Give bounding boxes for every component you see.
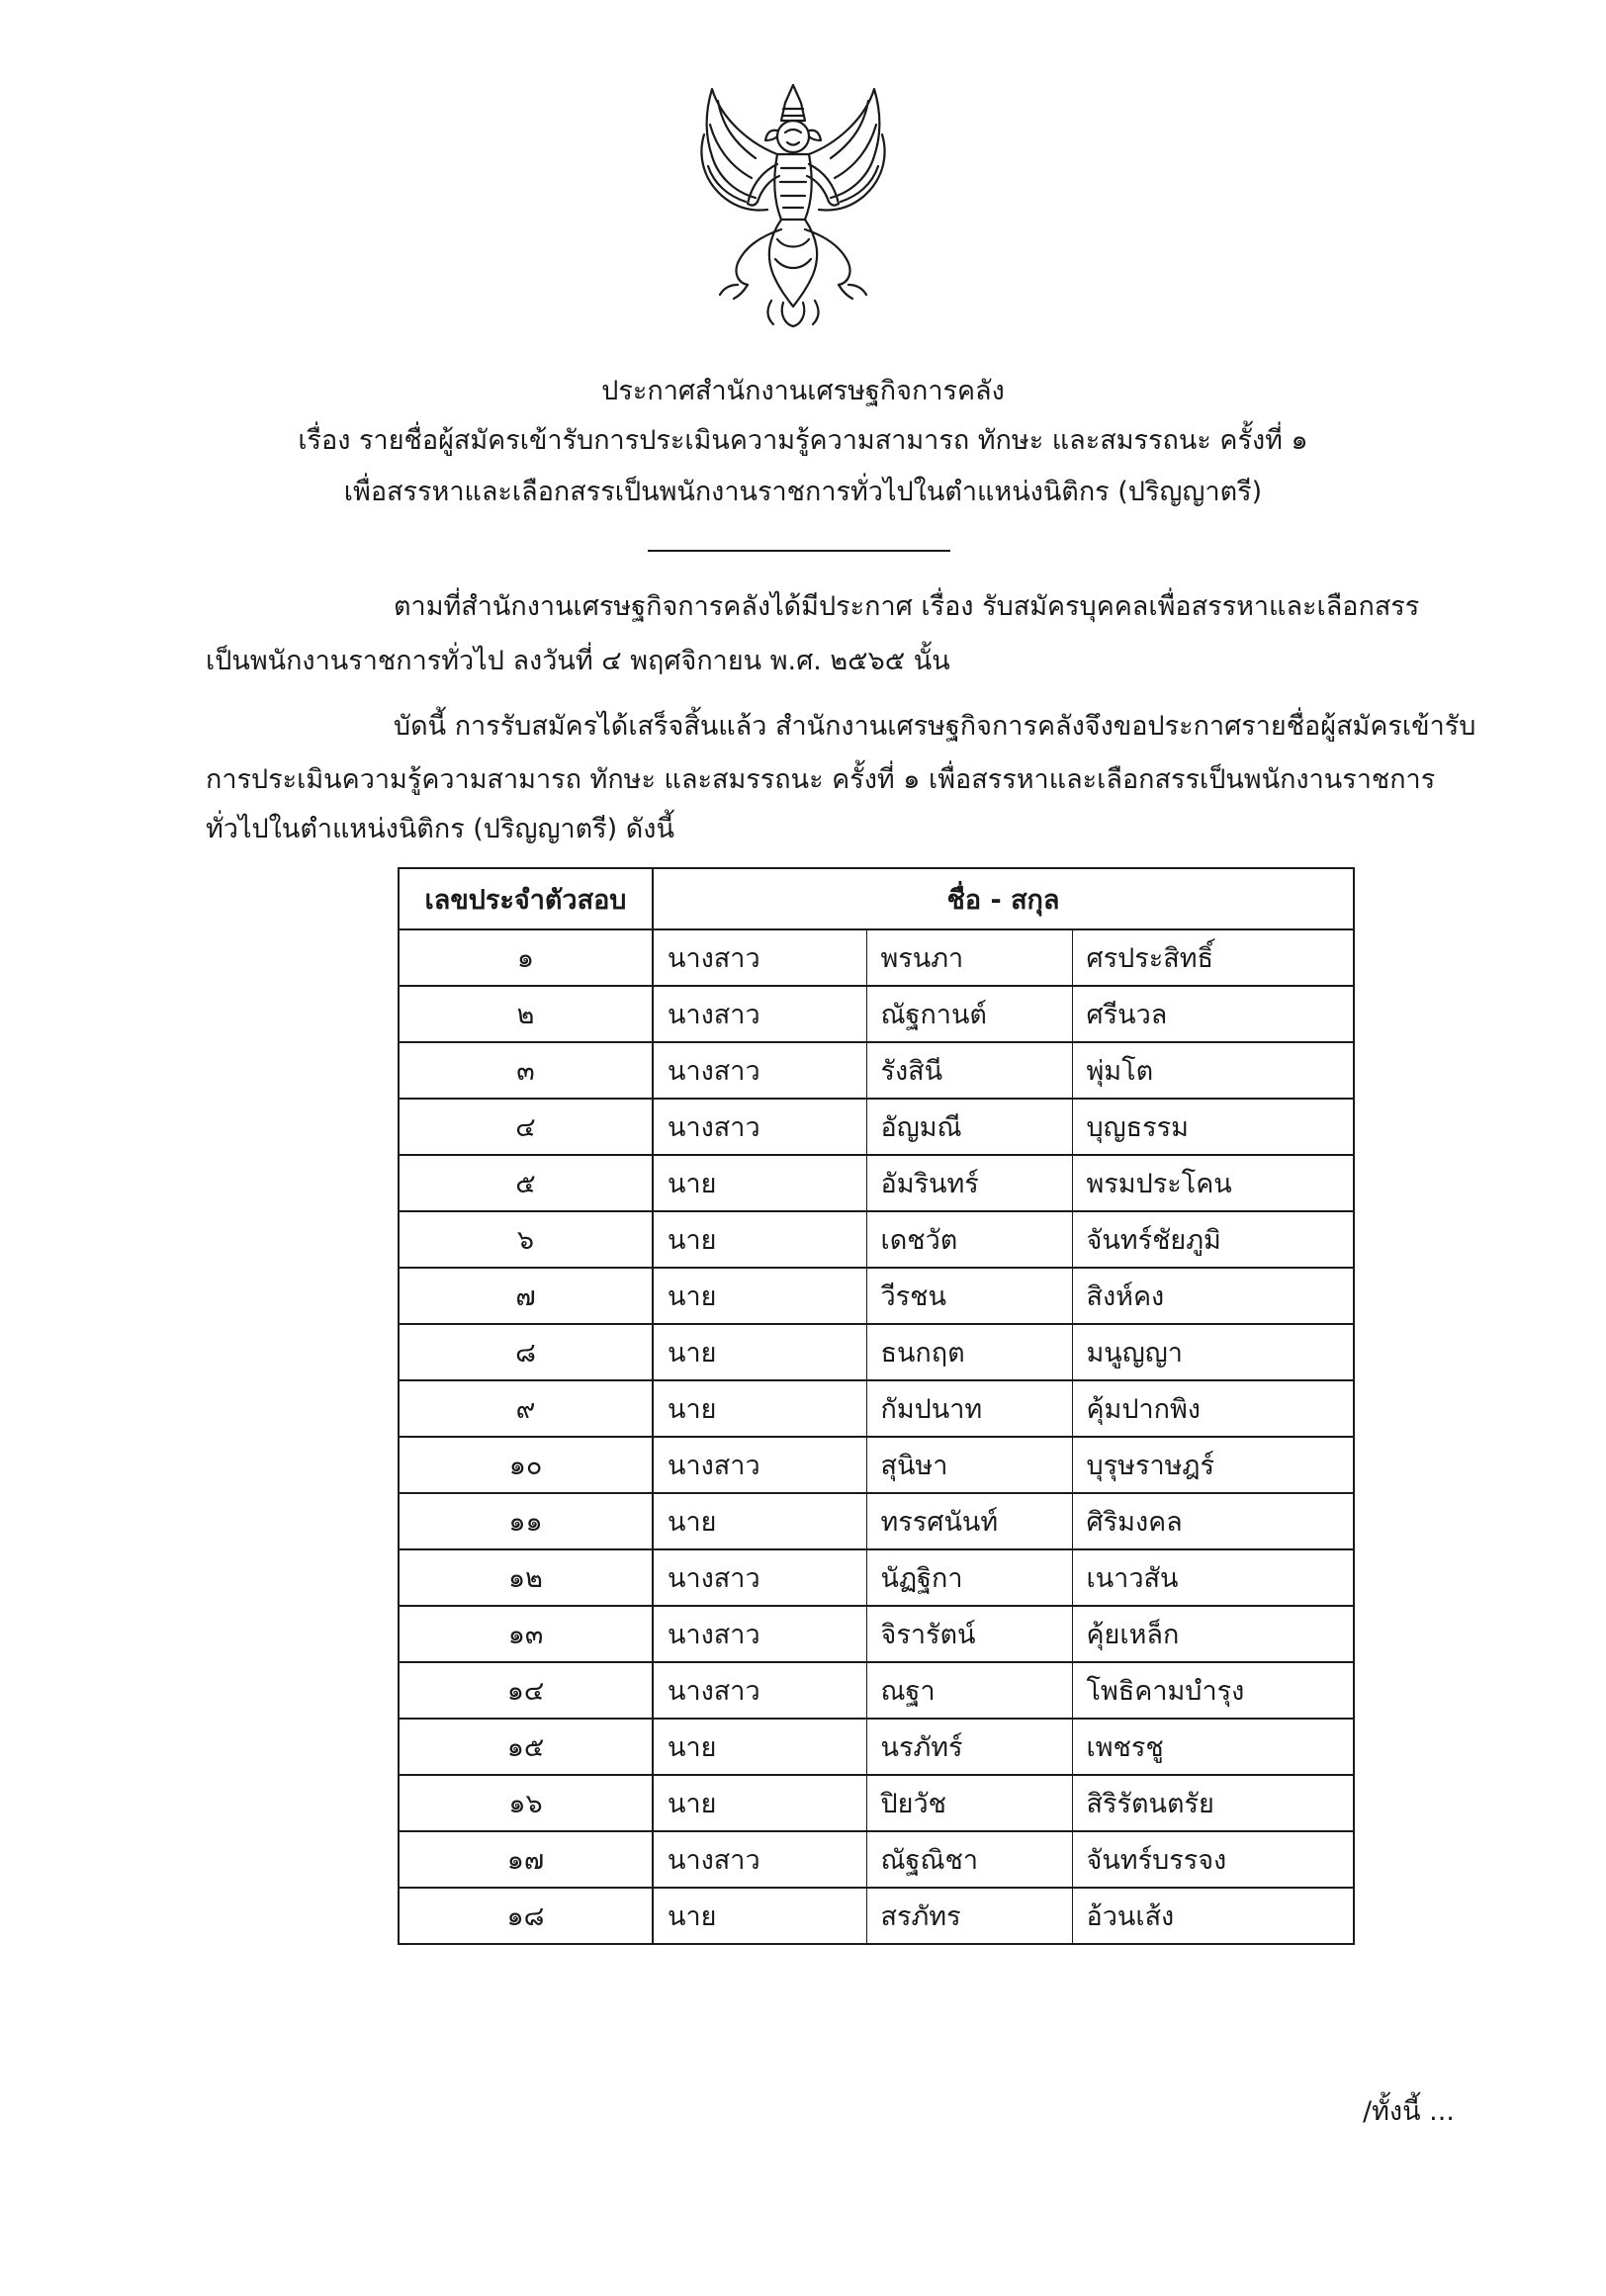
table-row (399, 1831, 1354, 1888)
table-row (399, 1268, 1354, 1324)
last-name: ศรประสิทธิ์ (1072, 929, 1354, 986)
table-row (399, 1437, 1354, 1493)
first-name: วีรชน (866, 1268, 1072, 1324)
table-row (399, 1155, 1354, 1211)
name-prefix: นางสาว (653, 1662, 866, 1719)
last-name: ศรีนวล (1072, 986, 1354, 1042)
exam-id: ๑๔ (399, 1662, 653, 1719)
exam-id: ๖ (399, 1211, 653, 1268)
table-row (399, 1211, 1354, 1268)
last-name: พรมประโคน (1072, 1155, 1354, 1211)
paragraph-2-line-1: บัดนี้ การรับสมัครได้เสร็จสิ้นแล้ว สำนักงานเศรษฐกิจการคลังจึงขอประกาศรายชื่อผู้สมัครเข้ารับ (394, 711, 1476, 742)
name-prefix: นางสาว (653, 1606, 866, 1662)
first-name: สุนิษา (866, 1437, 1072, 1493)
table-row (399, 986, 1354, 1042)
exam-id: ๓ (399, 1042, 653, 1099)
name-prefix: นางสาว (653, 1099, 866, 1155)
exam-id: ๑๓ (399, 1606, 653, 1662)
last-name: พุ่มโต (1072, 1042, 1354, 1099)
table-row (399, 1042, 1354, 1099)
table-row (399, 1719, 1354, 1775)
table-row (399, 1324, 1354, 1380)
first-name: กัมปนาท (866, 1380, 1072, 1437)
header-full-name: ชื่อ - สกุล (653, 868, 1354, 929)
first-name: ณัฐณิชา (866, 1831, 1072, 1888)
announcement-subject-continued: เพื่อสรรหาและเลือกสรรเป็นพนักงานราชการทั่วไปในตำแหน่งนิติกร (ปริญญาตรี) (343, 477, 1263, 507)
exam-id: ๑๘ (399, 1888, 653, 1944)
name-prefix: นางสาว (653, 1042, 866, 1099)
last-name: บุรุษราษฎร์ (1072, 1437, 1354, 1493)
name-prefix: นาย (653, 1211, 866, 1268)
exam-id: ๑๒ (399, 1549, 653, 1606)
last-name: เนาวสัน (1072, 1549, 1354, 1606)
first-name: รังสินี (866, 1042, 1072, 1099)
last-name: เพชรชู (1072, 1719, 1354, 1775)
exam-id: ๒ (399, 986, 653, 1042)
exam-id: ๔ (399, 1099, 653, 1155)
name-prefix: นางสาว (653, 929, 866, 986)
table-row (399, 1888, 1354, 1944)
last-name: สิริรัตนตรัย (1072, 1775, 1354, 1831)
last-name: มนูญญา (1072, 1324, 1354, 1380)
name-prefix: นางสาว (653, 1549, 866, 1606)
exam-id: ๑๖ (399, 1775, 653, 1831)
announcement-subject: เรื่อง รายชื่อผู้สมัครเข้ารับการประเมินความรู้ความสามารถ ทักษะ และสมรรถนะ ครั้งที่ ๑ (298, 425, 1308, 456)
first-name: นัฏฐิกา (866, 1549, 1072, 1606)
table-row (399, 1493, 1354, 1549)
name-prefix: นาย (653, 1719, 866, 1775)
first-name: นรภัทร์ (866, 1719, 1072, 1775)
name-prefix: นาย (653, 1888, 866, 1944)
last-name: อ้วนเส้ง (1072, 1888, 1354, 1944)
garuda-emblem-icon (682, 81, 904, 328)
first-name: พรนภา (866, 929, 1072, 986)
exam-id: ๑๑ (399, 1493, 653, 1549)
first-name: จิรารัตน์ (866, 1606, 1072, 1662)
exam-id: ๙ (399, 1380, 653, 1437)
paragraph-1-line-1: ตามที่สำนักงานเศรษฐกิจการคลังได้มีประกาศ เรื่อง รับสมัครบุคคลเพื่อสรรหาและเลือกสรร (394, 591, 1420, 622)
last-name: บุญธรรม (1072, 1099, 1354, 1155)
name-prefix: นางสาว (653, 1437, 866, 1493)
first-name: สรภัทร (866, 1888, 1072, 1944)
exam-id: ๗ (399, 1268, 653, 1324)
name-prefix: นาย (653, 1155, 866, 1211)
name-prefix: นาย (653, 1493, 866, 1549)
continued-marker: /ทั้งนี้ ... (1363, 2096, 1455, 2127)
exam-id: ๕ (399, 1155, 653, 1211)
name-prefix: นางสาว (653, 1831, 866, 1888)
exam-id: ๘ (399, 1324, 653, 1380)
paragraph-2-line-3: ทั่วไปในตำแหน่งนิติกร (ปริญญาตรี) ดังนี้ (206, 814, 674, 844)
last-name: โพธิคามบำรุง (1072, 1662, 1354, 1719)
table-header-row (399, 868, 1354, 929)
last-name: จันทร์บรรจง (1072, 1831, 1354, 1888)
exam-id: ๑ (399, 929, 653, 986)
header-exam-id: เลขประจำตัวสอบ (399, 868, 653, 929)
first-name: อัญมณี (866, 1099, 1072, 1155)
exam-id: ๑๐ (399, 1437, 653, 1493)
paragraph-1-line-2: เป็นพนักงานราชการทั่วไป ลงวันที่ ๔ พฤศจิกายน พ.ศ. ๒๕๖๕ นั้น (206, 646, 950, 676)
table-row (399, 1775, 1354, 1831)
table-row (399, 1606, 1354, 1662)
exam-id: ๑๕ (399, 1719, 653, 1775)
table-row (399, 1662, 1354, 1719)
name-prefix: นาย (653, 1268, 866, 1324)
table-row (399, 1099, 1354, 1155)
last-name: สิงห์คง (1072, 1268, 1354, 1324)
last-name: คุ้ยเหล็ก (1072, 1606, 1354, 1662)
name-prefix: นาย (653, 1775, 866, 1831)
table-row (399, 929, 1354, 986)
last-name: ศิริมงคล (1072, 1493, 1354, 1549)
announcement-title: ประกาศสำนักงานเศรษฐกิจการคลัง (601, 376, 1005, 406)
first-name: อัมรินทร์ (866, 1155, 1072, 1211)
first-name: ทรรศนันท์ (866, 1493, 1072, 1549)
name-prefix: นาย (653, 1380, 866, 1437)
name-prefix: นางสาว (653, 986, 866, 1042)
applicant-table (398, 867, 1355, 1945)
title-divider (648, 550, 950, 552)
first-name: ณัฐกานต์ (866, 986, 1072, 1042)
last-name: คุ้มปากพิง (1072, 1380, 1354, 1437)
table-row (399, 1380, 1354, 1437)
first-name: ณฐา (866, 1662, 1072, 1719)
table-row (399, 1549, 1354, 1606)
first-name: ธนกฤต (866, 1324, 1072, 1380)
first-name: เดชวัต (866, 1211, 1072, 1268)
paragraph-2-line-2: การประเมินความรู้ความสามารถ ทักษะ และสมรรถนะ ครั้งที่ ๑ เพื่อสรรหาและเลือกสรรเป็นพนักงานราชการ (206, 764, 1436, 795)
first-name: ปิยวัช (866, 1775, 1072, 1831)
exam-id: ๑๗ (399, 1831, 653, 1888)
name-prefix: นาย (653, 1324, 866, 1380)
last-name: จันทร์ชัยภูมิ (1072, 1211, 1354, 1268)
